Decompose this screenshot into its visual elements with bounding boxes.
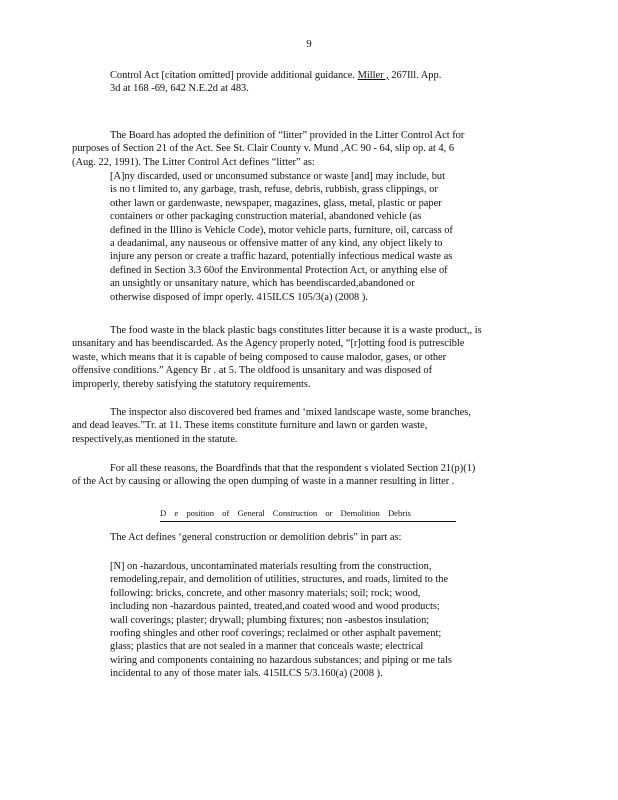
paragraph-line: of the Act by causing or allowing the open dumping of waste in a manner resulting in litter . — [72, 476, 455, 488]
quote-line: glass; plastics that are not sealed in a manner that conceals waste; electrical — [110, 641, 424, 653]
continuation-line — [110, 69, 542, 82]
paragraph-line: The food waste in the black plastic bags constitutes litter because it is a waste product,, is — [110, 325, 482, 336]
page-number: 9 — [306, 38, 312, 50]
case-name-miller: Miller , — [357, 70, 389, 81]
litter-definition-quote — [110, 170, 542, 304]
quote-line: a deadanimal, any nauseous or offensive matter of any kind, any object likely to — [110, 238, 443, 250]
paragraph-line: offensive conditions.” Agency Br . at 5. The oldfood is unsanitary and was disposed of — [72, 365, 433, 377]
paragraph-line: respectively,as mentioned in the statute. — [72, 433, 238, 445]
quote-line: injure any person or create a traffic hazard, potentially infectious medical waste as — [110, 251, 453, 263]
paragraph-line: The Board has adopted the definition of “litter” provided in the Litter Control Act for — [110, 130, 465, 141]
quote-line: other lawn or gardenwaste, newspaper, magazines, glass, metal, plastic or paper — [110, 197, 442, 209]
quote-line: containers or other packaging construction material, abandoned vehicle (as — [110, 211, 422, 223]
paragraph-line: purposes of Section 21 of the Act. See St. Clair County v. Mund ,AC 90 - 64, slip op. at 4, 6 — [72, 143, 455, 155]
quote-line: following: bricks, concrete, and other masonry materials; soil; rock; wood, — [110, 587, 421, 599]
quote-line: an unsightly or unsanitary nature, which has beendiscarded,abandoned or — [110, 278, 415, 290]
text-span: Control Act [citation omitted] provide additional guidance. — [110, 70, 358, 81]
paragraph-line: The Act defines ‘general construction or demolition debris” in part as: — [110, 532, 402, 543]
reasons-paragraph — [72, 462, 542, 489]
food-waste-paragraph — [72, 324, 542, 391]
quote-line: defined in Section 3.3 60of the Environmental Protection Act, or anything else of — [110, 264, 448, 276]
continuation-paragraph — [110, 69, 542, 96]
defines-paragraph — [110, 531, 542, 544]
quote-line: [A]ny discarded, used or unconsumed substance or waste [and] may include, but — [110, 171, 446, 182]
debris-definition-quote — [110, 560, 542, 681]
paragraph-line: waste, which means that it is capable of being composed to cause malodor, gases, or other — [72, 351, 447, 363]
paragraph-line: (Aug. 22, 1991). The Litter Control Act defines “litter” as: — [72, 156, 315, 168]
paragraph-line: For all these reasons, the Boardfinds that that the respondent s violated Section 21(p)(1) — [110, 463, 476, 474]
continuation-line: 3d at 168 -69, 642 N.E.2d at 483. — [110, 83, 249, 95]
section-heading: D e position of General Construction or Demolition Debris — [160, 507, 456, 522]
quote-line: incidental to any of those mater ials. 415ILCS 5/3.160(a) (2008 ). — [110, 668, 383, 680]
quote-line: roofing shingles and other roof coverings; reclaimed or other asphalt pavement; — [110, 628, 442, 640]
quote-line: defined in the Illino is Vehicle Code), motor vehicle parts, furniture, oil, carcass of — [110, 224, 453, 236]
quote-line: remodeling,repair, and demolition of utilities, structures, and roads, limited to the — [110, 574, 449, 586]
quote-line: wall coverings; plaster; drywall; plumbing fixtures; non -asbestos insulation; — [110, 614, 430, 626]
paragraph-line: and dead leaves.”Tr. at 11. These items constitute furniture and lawn or garden waste, — [72, 420, 428, 432]
inspector-paragraph — [72, 406, 542, 446]
quote-line: otherwise disposed of impr operly. 415ILCS 105/3(a) (2008 ). — [110, 291, 368, 303]
quote-line: wiring and components containing no hazardous substances; and piping or me tals — [110, 654, 452, 666]
quote-line: including non -hazardous painted, treated,and coated wood and wood products; — [110, 601, 440, 613]
board-definition-paragraph — [72, 129, 542, 169]
quote-line: [N] on -hazardous, uncontaminated materials resulting from the construction, — [110, 561, 432, 572]
paragraph-line: improperly, thereby satisfying the statutory requirements. — [72, 378, 311, 390]
text-span: 267Ill. App. — [388, 70, 442, 81]
paragraph-line: unsanitary and has beendiscarded. As the Agency properly noted, “[r]otting food is putrescible — [72, 338, 465, 350]
quote-line: is no t limited to, any garbage, trash, refuse, debris, rubbish, grass clippings, or — [110, 184, 438, 196]
paragraph-line: The inspector also discovered bed frames and ‘mixed landscape waste, some branches, — [110, 407, 471, 418]
